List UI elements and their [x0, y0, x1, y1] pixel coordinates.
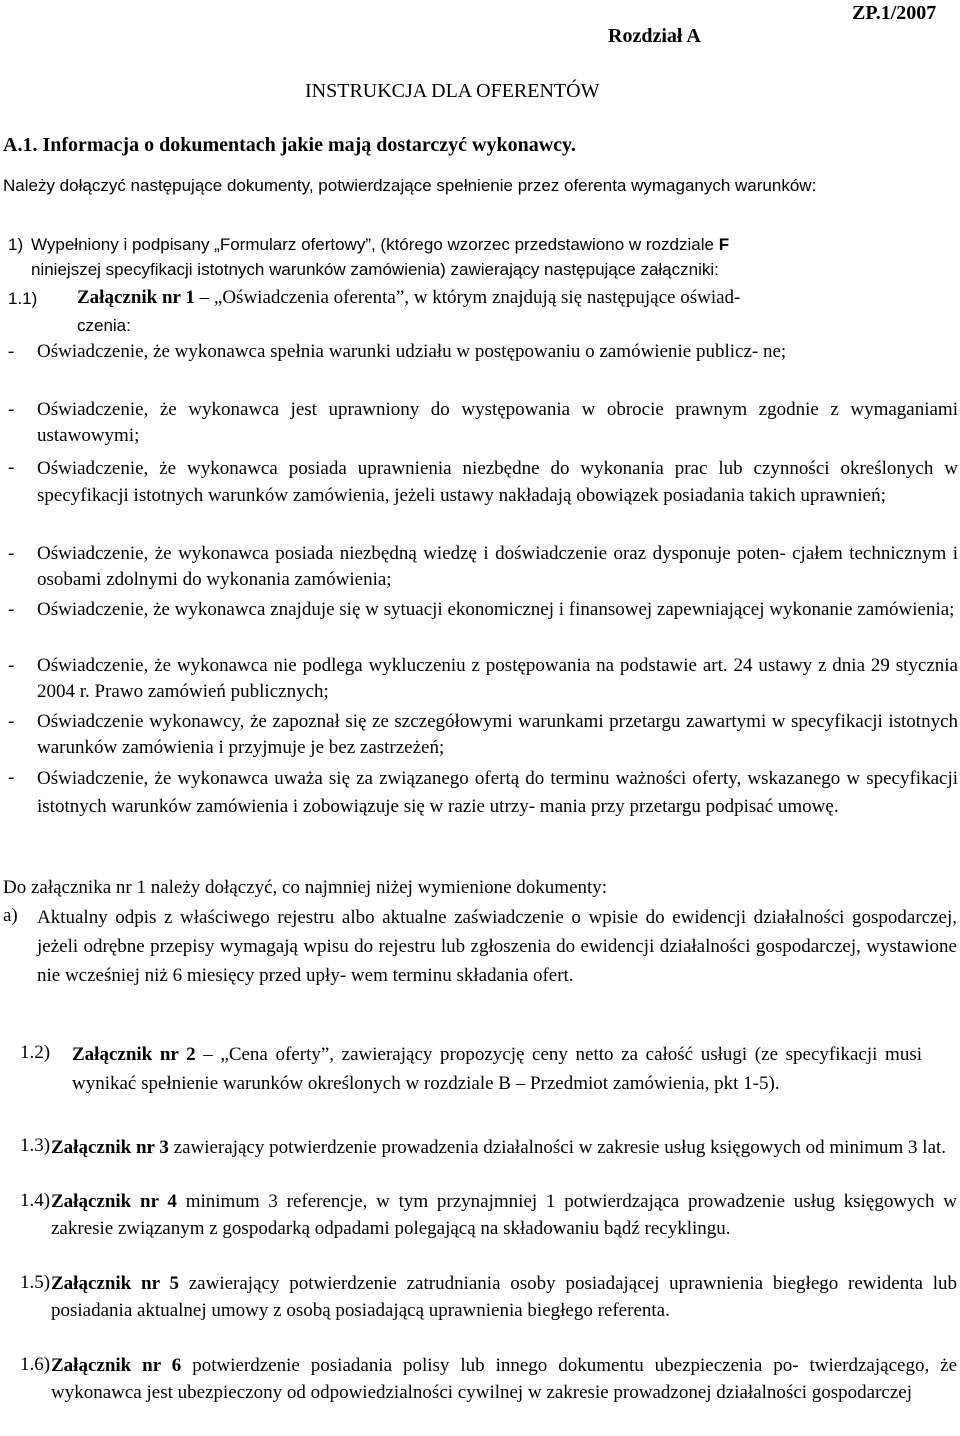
chapter-label: Rozdział A	[608, 25, 701, 47]
list-item: - Oświadczenie, że wykonawca nie podlega wykluczeniu z postępowania na podstawie art. 24 ustawy z dnia 29 stycznia 2004 r. Prawo zamówień publicznych;	[8, 655, 958, 702]
docs-a-text: Aktualny odpis z właściwego rejestru albo aktualne zaświadczenie o wpisie do ewidencji działalności gospodarczej, jeżeli odrębne przepisy wymagają wpisu do rejestru lub zgłoszenia do ewidencji działalności gospodarczej, wystawione nie wcześniej niż 6 miesięcy przed upły- wem terminu składania ofert.	[37, 907, 957, 986]
att2-number: 1.2)	[20, 1042, 51, 1063]
docs-a-number: a)	[3, 905, 18, 926]
att6-number: 1.6)	[20, 1354, 51, 1375]
list-item: - Oświadczenie, że wykonawca posiada niezbędną wiedzę i doświadczenie oraz dysponuje poten- cjałem technicznym i osobami zdolnymi do wykonania zamówienia;	[8, 543, 958, 590]
att1-number: 1.1)	[8, 289, 38, 308]
item1-number: 1)	[8, 235, 24, 254]
list-item: - Oświadczenie, że wykonawca spełnia warunki udziału w postępowaniu o zamówienie publicz- ne;	[8, 341, 787, 362]
item1-text-cont: niniejszej specyfikacji istotnych warunków zamówienia) zawierający następujące załączniki:	[31, 260, 719, 279]
list-item: - Oświadczenie wykonawcy, że zapoznał się ze szczegółowymi warunkami przetargu zawartymi w specyfikacji istotnych warunków zamówienia i przyjmuje je bez zastrzeżeń;	[8, 711, 958, 758]
docs-intro: Do załącznika nr 1 należy dołączyć, co najmniej niżej wymienione dokumenty:	[3, 877, 608, 898]
intro-text: Należy dołączyć następujące dokumenty, potwierdzające spełnienie przez oferenta wymaganych warunków:	[3, 176, 817, 195]
list-item: - Oświadczenie, że wykonawca uważa się za związanego ofertą do terminu ważności oferty, wskazanego w specyfikacji istotnych warunków zamówienia i zobowiązuje się w razie utrzy- mania przy przetargu podpisać umowę.	[8, 767, 958, 817]
att1-line: Załącznik nr 1 – „Oświadczenia oferenta”, w którym znajdują się następujące oświad-	[77, 287, 741, 308]
att3-text: Załącznik nr 3 zawierający potwierdzenie prowadzenia działalności w zakresie usług księgowych od minimum 3 lat.	[51, 1137, 947, 1158]
list-item: - Oświadczenie, że wykonawca jest uprawniony do występowania w obrocie prawnym zgodnie z wymaganiami ustawowymi;	[8, 399, 958, 446]
list-item: - Oświadczenie, że wykonawca znajduje się w sytuacji ekonomicznej i finansowej zapewniającej wykonanie zamówienia;	[8, 599, 955, 620]
att5-text: Załącznik nr 5 zawierający potwierdzenie zatrudniania osoby posiadającej uprawnienia biegłego rewidenta lub posiadania aktualnej umowy z osobą posiadającą uprawnienia biegłego referenta.	[51, 1273, 957, 1321]
att1-cont: czenia:	[77, 316, 131, 335]
list-item: - Oświadczenie, że wykonawca posiada uprawnienia niezbędne do wykonania prac lub czynności określonych w specyfikacji istotnych warunków zamówienia, jeżeli ustawy nakładają obowiązek posiadania takich uprawnień;	[8, 457, 958, 506]
item1-text: Wypełniony i podpisany „Formularz ofertowy”, (którego wzorzec przedstawiono w rozdziale F	[31, 235, 730, 254]
att3-number: 1.3)	[20, 1135, 51, 1156]
att4-text: Załącznik nr 4 minimum 3 referencje, w tym przynajmniej 1 potwierdzająca prowadzenie usług księgowych w zakresie związanym z gospodarką odpadami polegającą na składowaniu bądź recyklingu.	[51, 1191, 957, 1239]
section-heading: A.1. Informacja o dokumentach jakie mają dostarczyć wykonawcy.	[3, 134, 576, 156]
att5-number: 1.5)	[20, 1272, 51, 1293]
att2-text: Załącznik nr 2 – „Cena oferty”, zawierający propozycję ceny netto za całość usługi (ze specyfikacji musi wynikać spełnienie warunków określonych w rozdziale B – Przedmiot zamówienia, pkt 1-5).	[72, 1044, 922, 1094]
page-title: INSTRUKCJA DLA OFERENTÓW	[305, 80, 600, 102]
document-code: ZP.1/2007	[852, 2, 937, 24]
declarations-list	[8, 339, 958, 849]
att6-text: Załącznik nr 6 potwierdzenie posiadania polisy lub innego dokumentu ubezpieczenia po- twierdzającego, że wykonawca jest ubezpieczony od odpowiedzialności cywilnej w zakresie prowadzonej działalności gospodarczej	[51, 1355, 957, 1403]
att4-number: 1.4)	[20, 1190, 51, 1211]
